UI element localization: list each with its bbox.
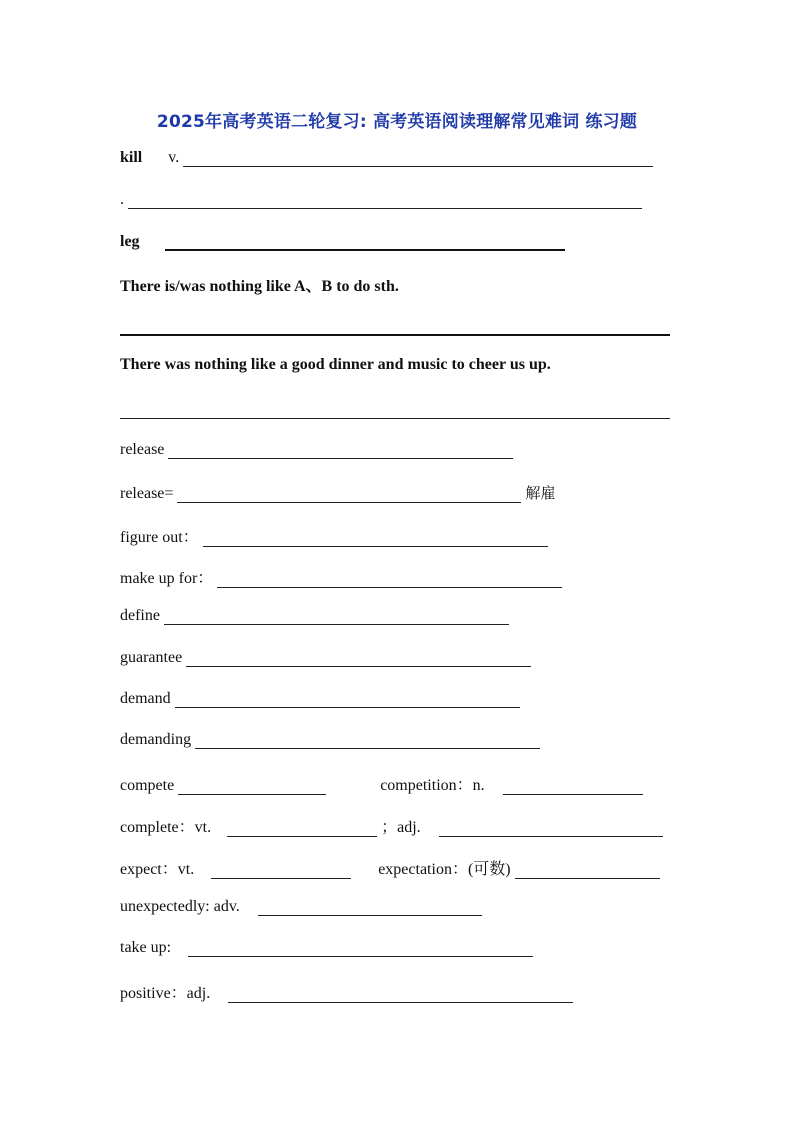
blank-guarantee[interactable] [186,648,531,667]
item-demanding [120,730,540,754]
page-title: 2025年高考英语二轮复习: 高考英语阅读理解常见难词 练习题 [156,112,638,132]
blank-unexpectedly[interactable] [258,897,482,916]
word-complete-adj: ；adj. [381,819,421,836]
item-blank-line-2 [120,400,670,424]
item-guarantee [120,648,531,672]
item-expect [120,856,660,880]
blank-make-up-for[interactable] [217,569,562,588]
word-demanding: demanding [120,731,192,748]
item-blank-line-1 [120,316,670,340]
blank-positive[interactable] [228,984,573,1003]
blank-expect[interactable] [211,860,351,879]
item-take-up [120,938,533,962]
word-unexpectedly: unexpectedly: adv. [120,898,240,915]
item-kill [120,148,653,172]
blank-release-2[interactable] [177,484,521,503]
item-unexpectedly [120,897,482,921]
blank-kill[interactable] [183,148,653,167]
item-dot [120,190,642,214]
blank-complete-adj[interactable] [439,818,663,837]
item-release [120,440,513,464]
word-release: release [120,441,165,458]
blank-line-1[interactable] [120,316,670,336]
example-sentence [120,356,551,380]
item-release-2 [120,482,555,506]
item-compete [120,772,643,796]
item-make-up-for [120,565,562,589]
word-leg: leg [120,233,140,250]
item-complete [120,814,663,838]
example-sentence-text: There was nothing like a good dinner and music to cheer us up. [120,356,551,373]
item-figure-out [120,524,548,548]
blank-figure-out[interactable] [203,528,548,547]
word-complete: complete：vt. [120,819,212,836]
word-guarantee: guarantee [120,649,183,666]
word-compete: compete [120,777,175,794]
blank-release[interactable] [168,440,513,459]
word-figure-out: figure out： [120,529,199,546]
blank-line-2[interactable] [120,400,670,419]
word-demand: demand [120,690,171,707]
blank-define[interactable] [164,606,509,625]
word-make-up-for: make up for： [120,570,214,587]
pos-kill: v. [168,149,180,166]
word-release-2: release= [120,485,174,502]
sentence-pattern-text: There is/was nothing like A、B to do sth. [120,278,399,295]
item-positive [120,980,573,1004]
word-competition: competition：n. [380,777,485,794]
word-take-up: take up: [120,939,172,956]
blank-demand[interactable] [175,689,520,708]
item-leg [120,231,565,255]
word-positive: positive：adj. [120,985,211,1002]
blank-compete[interactable] [178,776,326,795]
word-define: define [120,607,160,624]
blank-take-up[interactable] [188,938,533,957]
blank-dot[interactable] [128,190,642,209]
blank-competition[interactable] [503,776,643,795]
item-demand [120,689,520,713]
sentence-pattern [120,273,399,297]
release-suffix: 解雇 [525,484,556,502]
blank-expectation[interactable] [515,860,660,879]
dot-mark: . [120,191,124,208]
word-kill: kill [120,149,143,166]
blank-complete-vt[interactable] [227,818,377,837]
blank-leg[interactable] [165,231,565,251]
word-expectation: expectation：(可数) [378,861,511,878]
item-define [120,606,509,630]
word-expect: expect：vt. [120,861,195,878]
blank-demanding[interactable] [195,730,540,749]
